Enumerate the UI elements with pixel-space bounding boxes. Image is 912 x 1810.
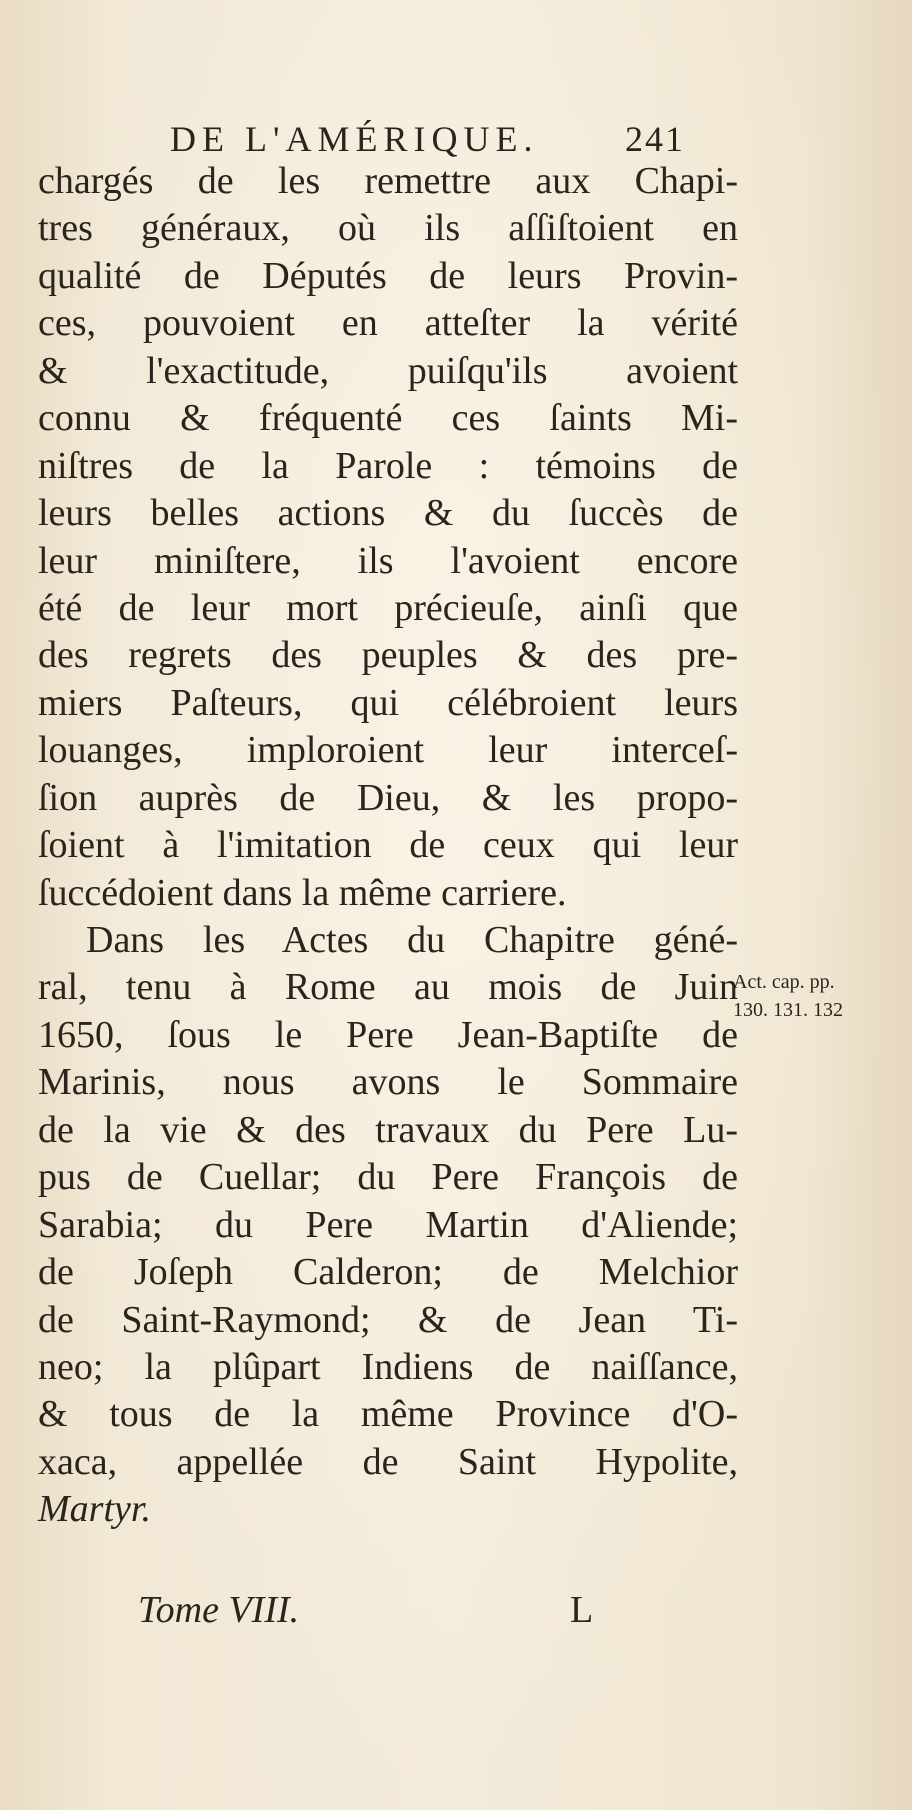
paragraph-end-line: ſuccédoient dans la même carriere. [38, 871, 567, 914]
text-line: Sarabia; du Pere Martin d'Aliende; [38, 1203, 738, 1246]
paragraph-start-line: Dans les Actes du Chapitre géné- [86, 919, 738, 961]
text-line: connu & fréquenté ces ſaints Mi- [38, 397, 738, 440]
text-line: tres généraux, où ils aſſiſtoient en [38, 207, 738, 250]
text-line: louanges, imploroient leur interceſ- [38, 729, 738, 772]
page-footer [0, 1588, 912, 1638]
text-line: été de leur mort précieuſe, ainſi que [38, 586, 738, 629]
text-line: 1650, ſous le Pere Jean-Baptiſte de [38, 1013, 738, 1056]
text-line: de Joſeph Calderon; de Melchior [38, 1251, 738, 1294]
text-line: ſion auprès de Dieu, & les propo- [38, 776, 738, 819]
paragraph-end-line: Martyr. [38, 1488, 151, 1531]
text-line: ſoient à l'imitation de ceux qui leur [38, 824, 738, 867]
text-line: de Saint-Raymond; & de Jean Ti- [38, 1298, 738, 1341]
text-line: Marinis, nous avons le Sommaire [38, 1061, 738, 1104]
text-line: xaca, appellée de Saint Hypolite, [38, 1440, 738, 1483]
body-text [38, 158, 738, 1534]
running-head-title: DE L'AMÉRIQUE. [170, 119, 539, 159]
text-line: qualité de Députés de leurs Provin- [38, 254, 738, 297]
text-line: ces, pouvoient en atteſter la vérité [38, 302, 738, 345]
text-line: chargés de les remettre aux Chapi- [38, 160, 738, 202]
text-line: leurs belles actions & du ſuccès de [38, 492, 738, 535]
page-number: 241 [625, 119, 685, 159]
text-line: des regrets des peuples & des pre- [38, 634, 738, 677]
text-line: ral, tenu à Rome au mois de Juin [38, 966, 738, 1009]
marginal-note-line: 130. 131. 132 [733, 999, 843, 1021]
text-line: & tous de la même Province d'O- [38, 1393, 738, 1436]
text-line: de la vie & des travaux du Pere Lu- [38, 1108, 738, 1151]
volume-signature: Tome VIII. [138, 1589, 300, 1631]
text-line: neo; la plûpart Indiens de naiſſance, [38, 1345, 738, 1388]
marginal-note-line: Act. cap. pp. [733, 971, 835, 993]
text-line: miers Paſteurs, qui célébroient leurs [38, 681, 738, 724]
text-line: leur miniſtere, ils l'avoient encore [38, 539, 738, 582]
text-line: & l'exactitude, puiſqu'ils avoient [38, 349, 738, 392]
text-line: niſtres de la Parole : témoins de [38, 444, 738, 487]
text-line: pus de Cuellar; du Pere François de [38, 1156, 738, 1199]
gathering-mark: L [570, 1589, 594, 1631]
marginal-note [733, 968, 911, 1024]
